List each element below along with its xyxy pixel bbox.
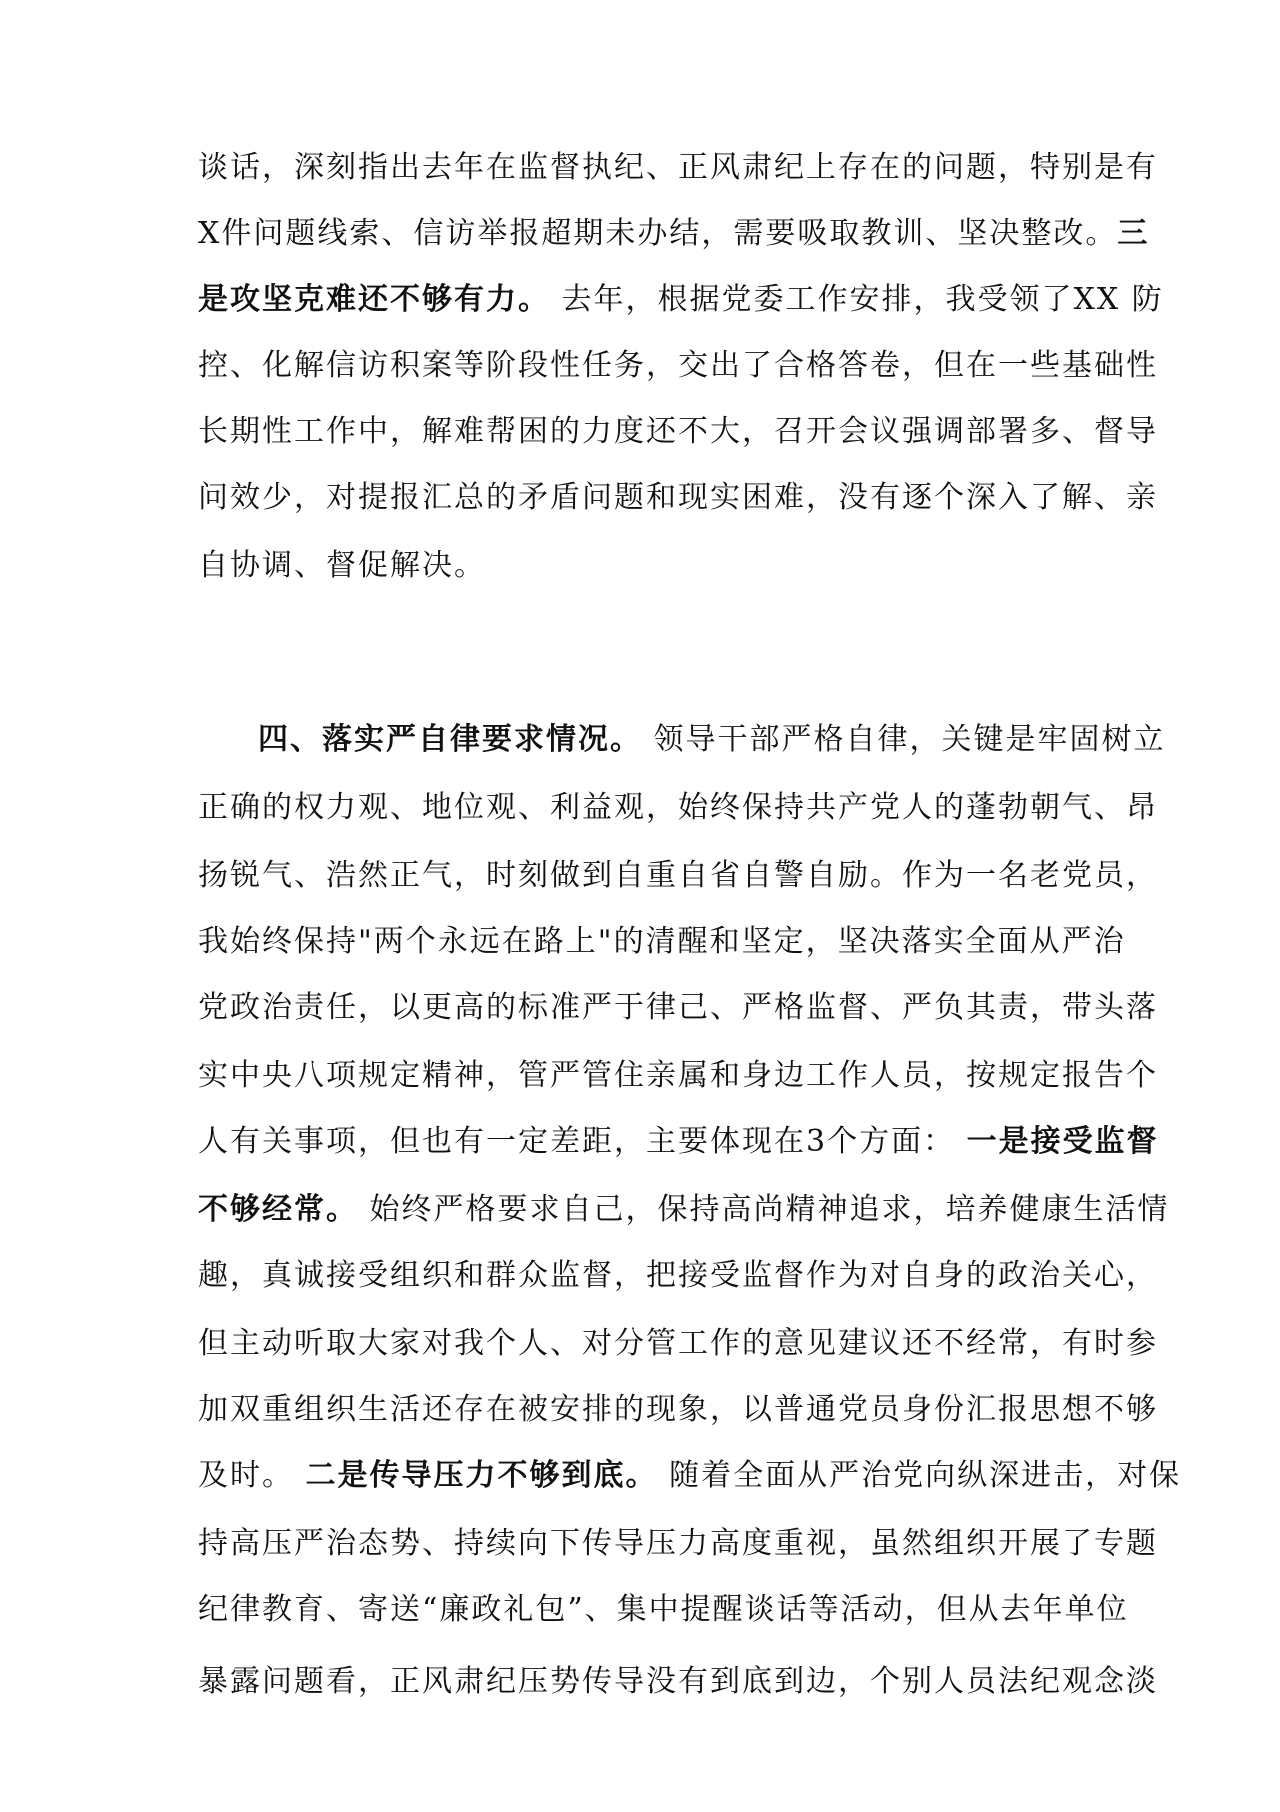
text-segment: 长期性工作中，解难帮困的力度还不大，召开会议强调部署多、督导	[198, 414, 1158, 449]
text-segment: 去年，根据党委工作安排，我受领了XX 防	[550, 282, 1164, 317]
bold-text-segment: 不够经常。	[198, 1192, 358, 1227]
text-segment: 我始终保持"两个永远在路上"的清醒和坚定，坚决落实全面从严治	[198, 924, 1126, 959]
text-segment: 谈话，深刻指出去年在监督执纪、正风肃纪上存在的问题，特别是有	[198, 150, 1158, 185]
text-segment: 自协调、督促解决。	[198, 548, 486, 583]
text-line	[198, 548, 1098, 584]
bold-text-segment: 四、落实严自律要求情况。	[258, 722, 642, 757]
bold-text-segment: 二是传导压力不够到底。	[305, 1458, 658, 1493]
text-segment: 扬锐气、浩然正气，时刻做到自重自省自警自励。作为一名老党员，	[198, 858, 1158, 893]
bold-text-segment: 三	[1117, 216, 1150, 251]
text-segment: 实中央八项规定精神，管严管住亲属和身边工作人员，按规定报告个	[198, 1058, 1158, 1093]
text-line	[198, 858, 1158, 894]
text-line	[198, 1192, 1170, 1228]
text-segment: 纪律教育、寄送“廉政礼包”、集中提醒谈话等活动，但从去年单位	[198, 1592, 1129, 1627]
bold-text-segment: 是攻坚克难还不够有力。	[198, 282, 550, 317]
text-line	[198, 1664, 1158, 1700]
text-line	[198, 1326, 1158, 1362]
text-segment: 但主动听取大家对我个人、对分管工作的意见建议还不经常，有时参	[198, 1326, 1158, 1361]
text-segment: 正确的权力观、地位观、利益观，始终保持共产党人的蓬勃朝气、昂	[198, 790, 1158, 825]
text-segment: 暴露问题看，正风肃纪压势传导没有到底到边，个别人员法纪观念淡	[198, 1664, 1158, 1699]
text-segment: 及时。	[198, 1458, 306, 1493]
text-line	[198, 282, 1164, 318]
text-line	[198, 924, 1126, 960]
text-line	[198, 1258, 1158, 1294]
text-line	[198, 990, 1158, 1026]
text-line	[198, 1458, 1182, 1494]
text-segment: 趣，真诚接受组织和群众监督，把接受监督作为对自身的政治关心，	[198, 1258, 1158, 1293]
text-segment: X件问题线索、信访举报超期未办结，需要吸取教训、坚决整改。	[198, 216, 1118, 251]
text-line	[198, 480, 1158, 516]
text-segment: 持高压严治态势、持续向下传导压力高度重视，虽然组织开展了专题	[198, 1526, 1158, 1561]
text-segment: 加双重组织生活还存在被安排的现象，以普通党员身份汇报思想不够	[198, 1392, 1158, 1427]
text-line	[198, 216, 1150, 252]
text-line	[198, 348, 1158, 384]
text-line	[198, 1124, 1159, 1160]
bold-text-segment: 一是接受监督	[966, 1124, 1159, 1159]
text-segment: 随着全面从严治党向纵深进击，对保	[657, 1458, 1182, 1493]
text-line	[258, 722, 1166, 758]
text-line	[198, 790, 1158, 826]
text-line	[198, 414, 1158, 450]
text-segment: 领导干部严格自律，关键是牢固树立	[642, 722, 1166, 757]
text-line	[198, 1392, 1158, 1428]
text-line	[198, 1592, 1129, 1628]
text-line	[198, 1058, 1158, 1094]
text-line	[198, 1526, 1158, 1562]
text-segment: 问效少，对提报汇总的矛盾问题和现实困难，没有逐个深入了解、亲	[198, 480, 1158, 515]
text-line	[198, 150, 1158, 186]
text-segment: 始终严格要求自己，保持高尚精神追求，培养健康生活情	[358, 1192, 1170, 1227]
text-segment: 控、化解信访积案等阶段性任务，交出了合格答卷，但在一些基础性	[198, 348, 1158, 383]
text-segment: 人有关事项，但也有一定差距，主要体现在3个方面：	[198, 1124, 967, 1159]
text-segment: 党政治责任，以更高的标准严于律己、严格监督、严负其责，带头落	[198, 990, 1158, 1025]
